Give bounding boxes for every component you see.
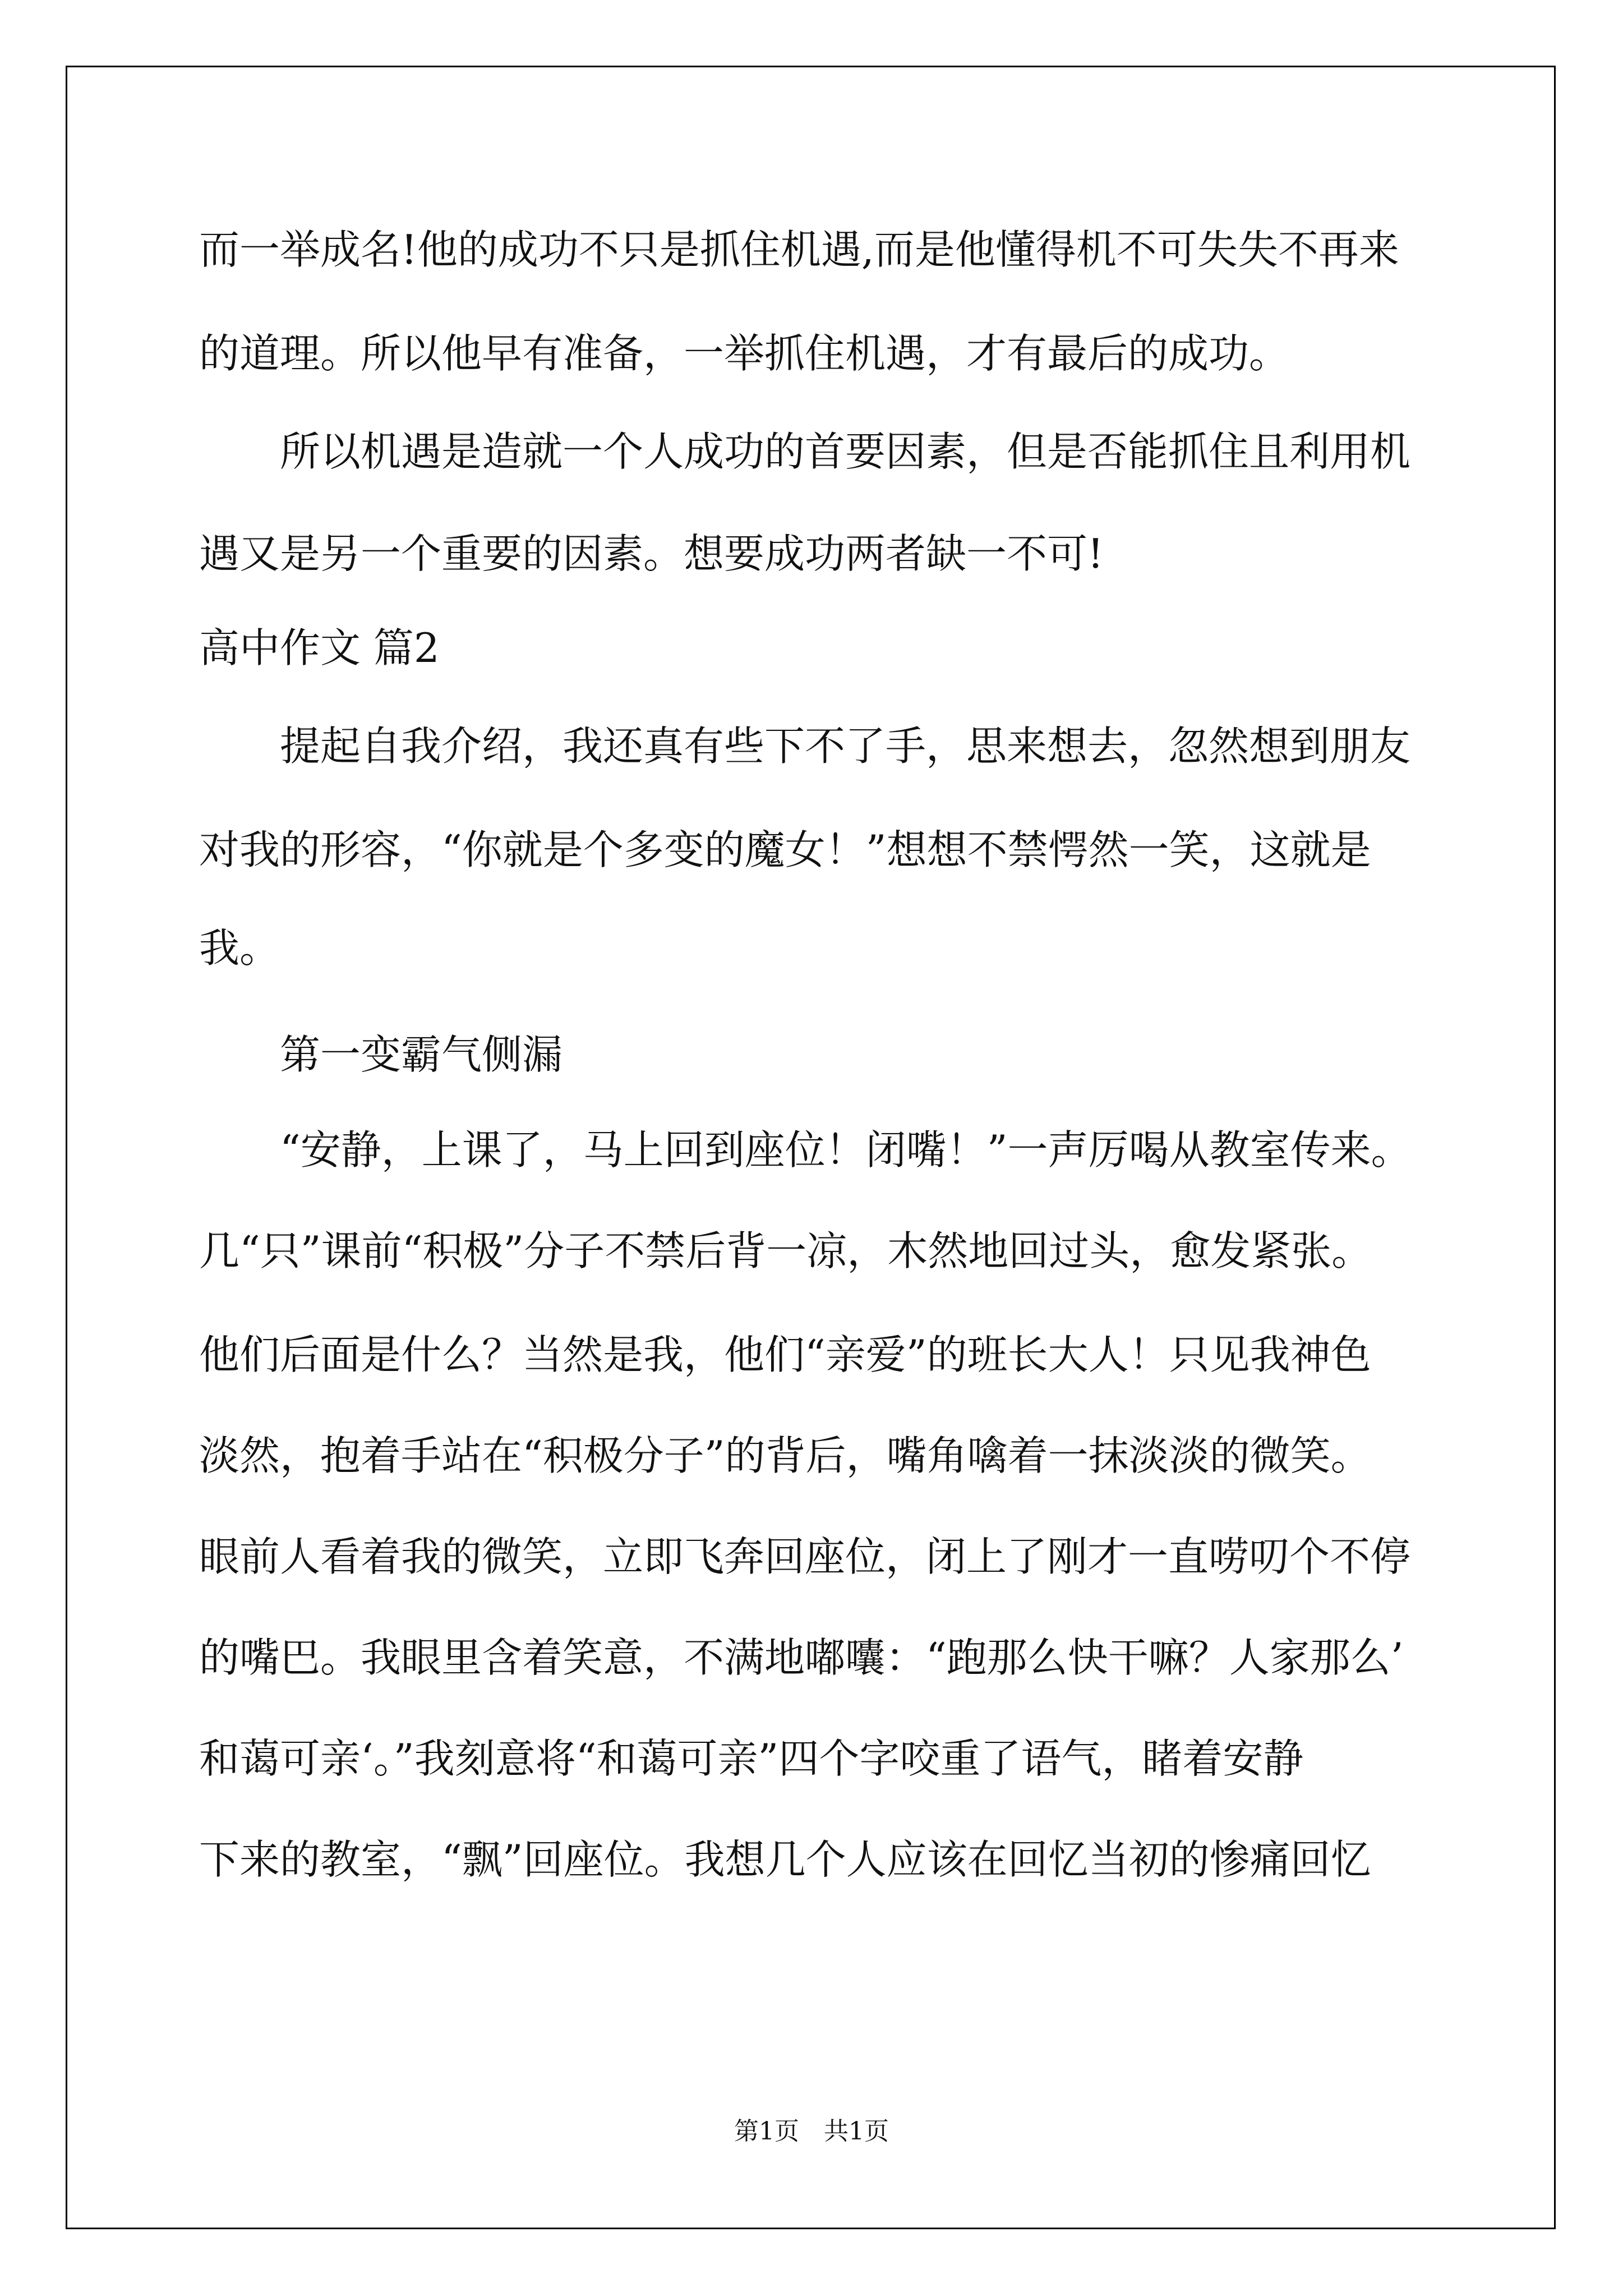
text-line: 他们后面是什么？当然是我，他们“亲爱”的班长大人！只见我神色 bbox=[199, 1331, 1371, 1378]
text-line: 提起自我介绍，我还真有些下不了手，思来想去，忽然想到朋友 bbox=[280, 723, 1411, 770]
text-line: 我。 bbox=[199, 924, 280, 972]
text-line: 和蔼可亲‘。”我刻意将“和蔼可亲”四个字咬重了语气，睹着安静 bbox=[199, 1735, 1304, 1782]
text-line: 的嘴巴。我眼里含着笑意，不满地嘟囔：“跑那么快干嘛？人家那么’ bbox=[199, 1634, 1404, 1681]
text-line: “安静，上课了，马上回到座位！闭嘴！”一声厉喝从教室传来。 bbox=[280, 1126, 1412, 1174]
text-line: 对我的形容，“你就是个多变的魔女！”想想不禁愕然一笑，这就是 bbox=[199, 826, 1371, 873]
section-heading: 高中作文 篇2 bbox=[199, 624, 440, 671]
text-line: 眼前人看着我的微笑，立即飞奔回座位，闭上了刚才一直唠叨个不停 bbox=[199, 1533, 1411, 1580]
text-line: 而一举成名!他的成功不只是抓住机遇,而是他懂得机不可失失不再来 bbox=[199, 226, 1399, 273]
text-line: 淡然，抱着手站在“积极分子”的背后，嘴角噙着一抹淡淡的微笑。 bbox=[199, 1432, 1371, 1479]
text-line: 所以机遇是造就一个人成功的首要因素，但是否能抓住且利用机 bbox=[280, 428, 1411, 475]
text-line: 遇又是另一个重要的因素。想要成功两者缺一不可! bbox=[199, 530, 1104, 577]
text-line: 下来的教室，“飘”回座位。我想几个人应该在回忆当初的惨痛回忆 bbox=[199, 1836, 1371, 1883]
text-line: 的道理。所以他早有准备，一举抓住机遇，才有最后的成功。 bbox=[199, 330, 1290, 377]
page-number: 第1页 共1页 bbox=[734, 2117, 889, 2146]
subheading: 第一变霸气侧漏 bbox=[280, 1031, 563, 1078]
text-line: 几“只”课前“积极”分子不禁后背一凉，木然地回过头，愈发紧张。 bbox=[199, 1227, 1372, 1274]
